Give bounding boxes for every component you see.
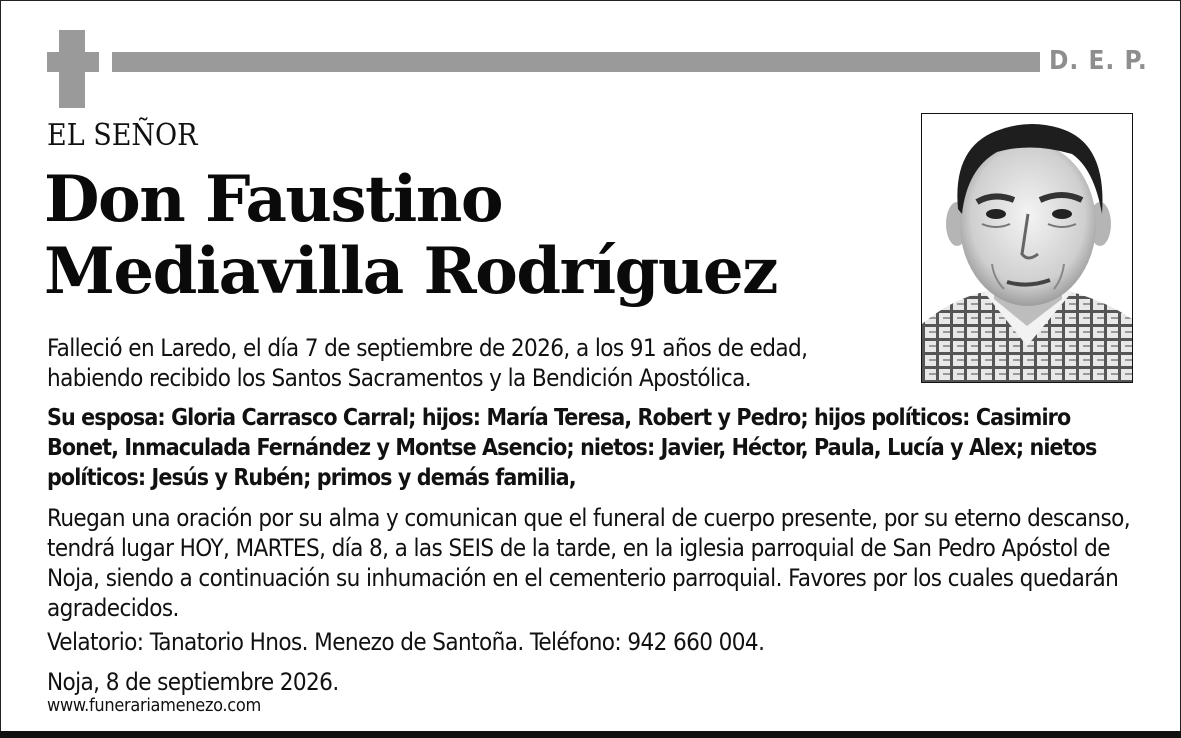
deceased-name-line2: Mediavilla Rodríguez bbox=[44, 234, 777, 309]
dep-label: D. E. P. bbox=[1049, 46, 1148, 76]
deceased-name bbox=[44, 164, 777, 308]
bottom-rule bbox=[0, 731, 1181, 738]
deceased-name-line1: Don Faustino bbox=[44, 162, 503, 237]
header-bar bbox=[112, 52, 1040, 72]
portrait-photo bbox=[921, 113, 1133, 383]
family-list: Su esposa: Gloria Carrasco Carral; hijos: María Teresa, Robert y Pedro; hijos políticos: Casimiro Bonet, Inmaculada Fernández y Montse Asencio; nietos: Javier, Héctor, Paula, Lucía y Alex; nietos políticos: Jesús y Rubén; primos y demás familia, bbox=[47, 405, 1097, 491]
funeral-home-website[interactable]: www.funerariamenezo.com bbox=[47, 695, 261, 716]
death-notice: Falleció en Laredo, el día 7 de septiembre de 2026, a los 91 años de edad, habiendo recibido los Santos Sacramentos y la Bendición Apostólica. bbox=[47, 334, 808, 392]
funeral-announcement: Ruegan una oración por su alma y comunican que el funeral de cuerpo presente, por su eterno descanso, tendrá lugar HOY, MARTES, día 8, a las SEIS de la tarde, en la iglesia parroquial de San Pedro Apóstol de Noja, siendo a continuación su inhumación en el cementerio parroquial. Favores por los cuales quedarán agradecidos. bbox=[47, 504, 1131, 622]
wake-info: Velatorio: Tanatorio Hnos. Menezo de Santoña. Teléfono: 942 660 004. bbox=[47, 628, 765, 656]
place-date: Noja, 8 de septiembre 2026. bbox=[47, 668, 339, 696]
honorific: EL SEÑOR bbox=[47, 118, 198, 153]
